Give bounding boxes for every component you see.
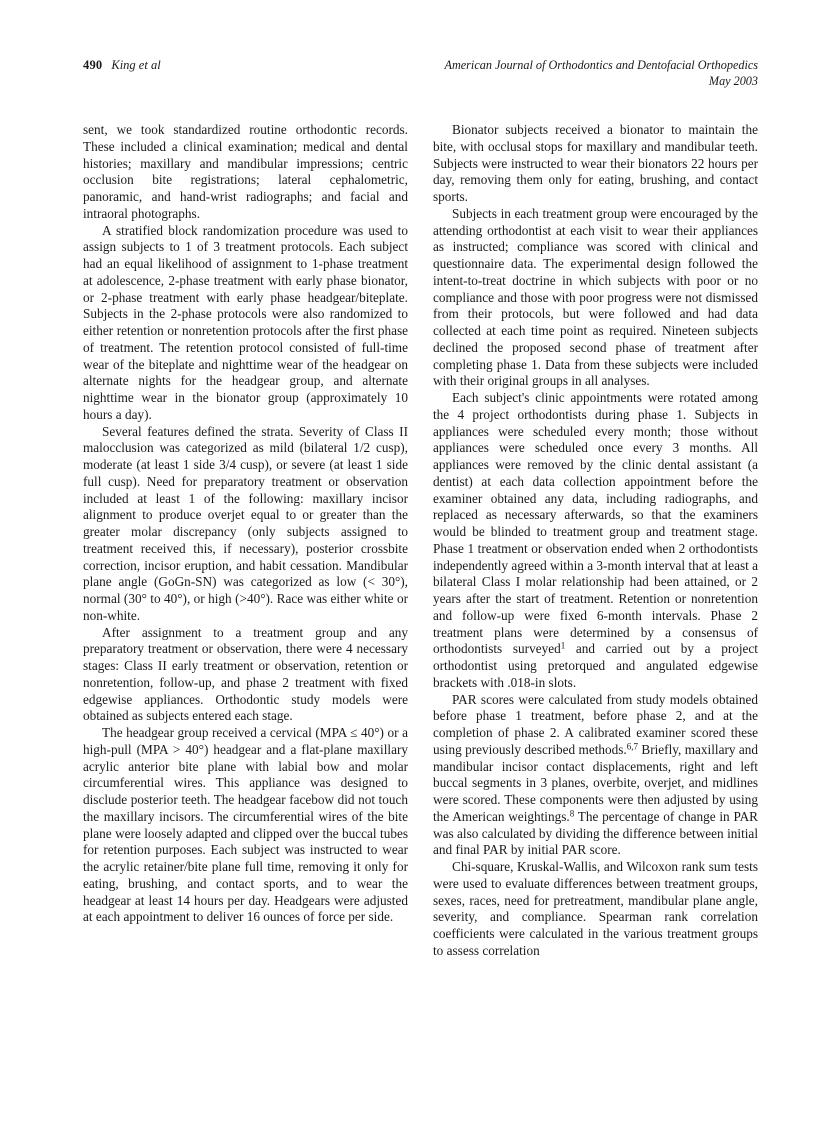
reference-marker: 8: [569, 808, 575, 819]
left-column: [83, 122, 408, 960]
paragraph: sent, we took standardized routine orthodontic records. These included a clinical examination; medical and dental histories; maxillary and mandibular impressions; centric occlusion bite registrations; lateral cephalometric, panoramic, and hand-wrist radiographs; and facial and intraoral photographs.: [83, 122, 408, 221]
paragraph: After assignment to a treatment group and any preparatory treatment or observation, there were 4 necessary stages: Class II early treatment or observation, retention or nonretention, follow-up, and phase 2 treatment with fixed edgewise appliances. Orthodontic study models were obtained as subjects entered each stage.: [83, 624, 408, 724]
reference-marker: 6,7: [626, 741, 638, 752]
paragraph: [433, 692, 758, 860]
paragraph: Chi-square, Kruskal-Wallis, and Wilcoxon rank sum tests were used to evaluate differences between treatment groups, sexes, races, need for pretreatment, mandibular plane angle, severity, and compliance. Spearman rank correlation coefficients were calculated in the various treatment groups to assess correlation: [433, 859, 758, 958]
running-head-authors: King et al: [111, 58, 161, 72]
paragraph: [433, 390, 758, 692]
paragraph: A stratified block randomization procedure was used to assign subjects to 1 of 3 treatment protocols. Each subject had an equal likelihood of assignment to 1-phase treatment at adolescence, 2-phase treatment with early phase bionator, or 2-phase treatment with early phase headgear/biteplate. Subjects in the 2-phase protocols were also randomized to either retention or nonretention protocols after the first phase of treatment. The retention protocol consisted of full-time wear of the biteplate and nighttime wear of the headgear on alternate nights for the headgear group, and alternate nighttime wear in the bionator group (approximately 10 hours a day).: [83, 222, 408, 422]
running-head-right: [445, 58, 758, 89]
paragraph: Several features defined the strata. Severity of Class II malocclusion was categorized as mild (bilateral 1/2 cusp), moderate (at least 1 side 3/4 cusp), or severe (at least 1 side full cusp). Need for preparatory treatment or observation included at least 1 of the following: maxillary incisor alignment to produce overjet equal to or greater than the greater molar discrepancy (only subjects assigned to treatment received this, if necessary), posterior crossbite correction, incisor eruption, and habit cessation. Mandibular plane angle (GoGn-SN) was categorized as low (< 30°), normal (30° to 40°), or high (>40°). Race was either white or non-white.: [83, 423, 408, 623]
body-columns: [83, 122, 758, 960]
journal-title: American Journal of Orthodontics and Dentofacial Orthopedics: [444, 58, 758, 72]
reference-marker: 1: [560, 640, 566, 651]
paragraph-text: Each subject's clinic appointments were rotated among the 4 project orthodontists during phase 1. Subjects in appliances were scheduled every month; those without appliances were scheduled once every 3 months. All appliances were removed by the clinic dental assistant (a dentist) at each data collection appointment before the examiner obtained any data, including radiographs, and replaced as necessary afterwards, so that the examiners would be blinded to treatment group and treatment stage. Phase 1 treatment or observation ended when 2 orthodontists independently agreed within a 3-month interval that at least a bilateral Class I molar relationship had been attained, or 2 years after the start of treatment. Retention or nonretention and follow-up were fixed 6-month intervals. Phase 2 treatment plans were determined by a consensus of orthodontists surveyed: [433, 390, 758, 657]
paragraph: Bionator subjects received a bionator to maintain the bite, with occlusal stops for maxillary and mandibular teeth. Subjects were instructed to wear their bionators 22 hours per day, removing them only for eating, brushing, and contact sports.: [433, 122, 758, 204]
issue-date: May 2003: [708, 73, 758, 88]
paragraph-text: The percentage of change in PAR was also calculated by dividing the difference between initial and final PAR by initial PAR score.: [433, 808, 758, 858]
running-head: [83, 58, 758, 89]
paragraph: Subjects in each treatment group were encouraged by the attending orthodontist at each visit to wear their appliances as instructed; compliance was scored with clinical and questionnaire data. The experimental design followed the intent-to-treat doctrine in which subjects with poor or no compliance and those with poor progress were not dismissed from their protocols, but were followed and had data collected at each time point as required. Nineteen subjects declined the proposed second phase of treatment after completing phase 1. Data from these subjects were included with their original groups in all analyses.: [433, 205, 758, 389]
running-head-left: [83, 58, 161, 73]
paragraph: The headgear group received a cervical (MPA ≤ 40°) or a high-pull (MPA > 40°) headgear and a flat-plane maxillary acrylic anterior bite plane with labial bow and molar circumferential wires. This appliance was designed to disclude posterior teeth. The headgear facebow did not touch the maxillary incisors. The circumferential wires of the bite plane were loosely adapted and clipped over the buccal tubes for retention purposes. Each subject was instructed to wear the acrylic retainer/bite plane full time, removing it only for eating, brushing, and contact sports, and to wear the headgear at least 14 hours per day. Headgears were adjusted at each appointment to deliver 16 ounces of force per side.: [83, 725, 408, 925]
right-column: [433, 122, 758, 960]
page-number: 490: [83, 58, 103, 72]
paragraph-text: PAR scores were calculated from study models obtained before phase 1 treatment, before phase 2, and at the completion of phase 2. A calibrated examiner scored these using previously described methods.: [433, 691, 758, 757]
paragraph-text: Briefly, maxillary and mandibular incisor contact displacements, right and left buccal segments in 3 planes, overbite, overjet, and midlines were scored. These components were then adjusted by using the American weightings.: [433, 741, 758, 824]
paragraph-text: and carried out by a project orthodontist using pretorqued and angulated edgewise brackets with .018-in slots.: [433, 641, 758, 690]
